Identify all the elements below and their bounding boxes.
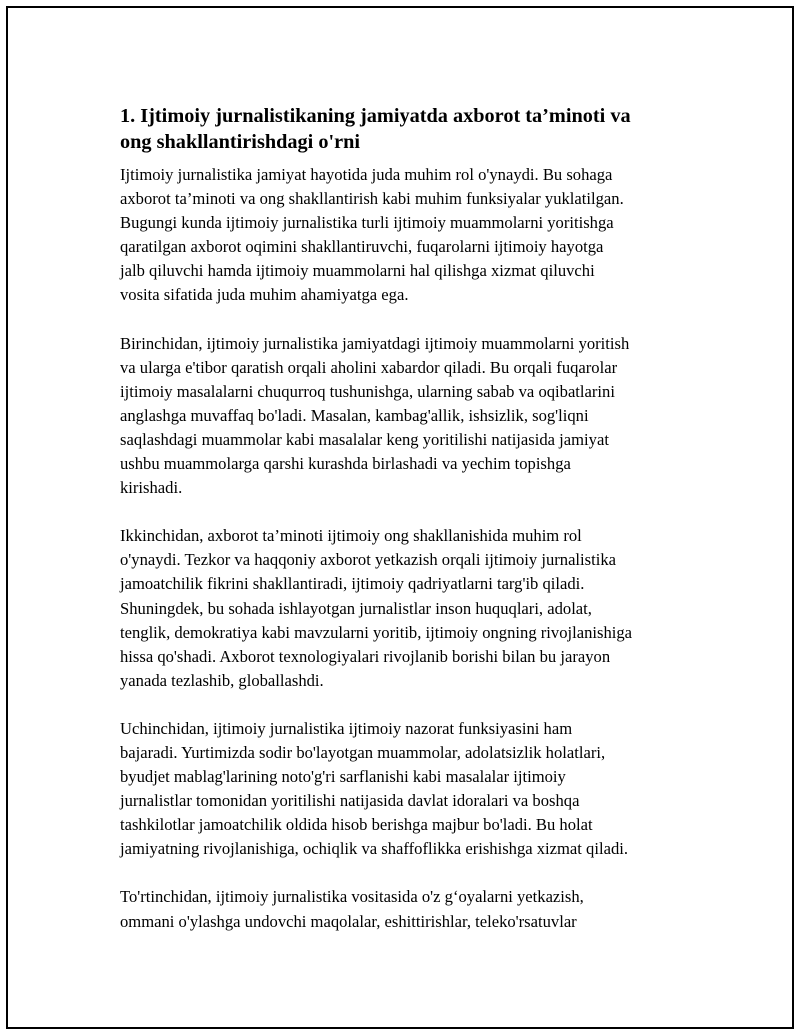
paragraph-line: yanada tezlashib, globallashdi.: [120, 670, 324, 690]
paragraph-line: tenglik, demokratiya kabi mavzularni yoritib, ijtimoiy ongning rivojlanishiga: [120, 622, 633, 642]
paragraph-line: va ularga e'tibor qaratish orqali aholini xabardor qiladi. Bu orqali fuqarolar: [120, 357, 618, 377]
paragraph-line: tashkilotlar jamoatchilik oldida hisob berishga majbur bo'ladi. Bu holat: [120, 815, 593, 835]
paragraph-line: byudjet mablag'larining noto'g'ri sarflanishi kabi masalalar ijtimoiy: [120, 767, 566, 787]
paragraph-line: saqlashdagi muammolar kabi masalalar keng yoritilishi natijasida jamiyat: [120, 429, 609, 449]
paragraph-intro: [120, 163, 700, 308]
paragraph-line: jamoatchilik fikrini shakllantiradi, ijtimoiy qadriyatlarni targ'ib qiladi.: [120, 574, 585, 594]
document-content: [120, 103, 700, 958]
section-title: [120, 103, 700, 155]
paragraph-line: jalb qiluvchi hamda ijtimoiy muammolarni hal qilishga xizmat qiluvchi: [120, 261, 595, 281]
paragraph-line: Ikkinchidan, axborot ta’minoti ijtimoiy ong shakllanishida muhim rol: [120, 526, 582, 546]
paragraph-fourth: [120, 885, 700, 933]
paragraph-line: Ijtimoiy jurnalistika jamiyat hayotida juda muhim rol o'ynaydi. Bu sohaga: [120, 165, 613, 184]
paragraph-line: anglashga muvaffaq bo'ladi. Masalan, kambag'allik, ishsizlik, sog'liqni: [120, 405, 589, 425]
paragraph-third: [120, 717, 700, 862]
page-frame: [6, 6, 794, 1029]
paragraph-line: ushbu muammolarga qarshi kurashda birlashadi va yechim topishga: [120, 454, 571, 474]
paragraph-first: [120, 332, 700, 501]
paragraph-line: jurnalistlar tomonidan yoritilishi natijasida davlat idoralari va boshqa: [120, 791, 580, 811]
paragraph-line: Bugungi kunda ijtimoiy jurnalistika turli ijtimoiy muammolarni yoritishga: [120, 213, 614, 233]
section-title-line: ong shakllantirishdagi o'rni: [120, 131, 361, 153]
paragraph-line: jamiyatning rivojlanishiga, ochiqlik va shaffoflikka erishishga xizmat qiladi.: [120, 839, 628, 859]
paragraph-line: Birinchidan, ijtimoiy jurnalistika jamiyatdagi ijtimoiy muammolarni yoritish: [120, 333, 630, 353]
paragraph-line: To'rtinchidan, ijtimoiy jurnalistika vositasida o'z g‘oyalarni yetkazish,: [120, 887, 584, 907]
paragraph-line: Shuningdek, bu sohada ishlayotgan jurnalistlar inson huquqlari, adolat,: [120, 598, 592, 618]
paragraph-line: bajaradi. Yurtimizda sodir bo'layotgan muammolar, adolatsizlik holatlari,: [120, 742, 606, 762]
paragraph-line: ommani o'ylashga undovchi maqolalar, eshittirishlar, teleko'rsatuvlar: [120, 911, 577, 931]
section-title-line: 1. Ijtimoiy jurnalistikaning jamiyatda axborot ta’minoti va: [120, 105, 631, 127]
paragraph-second: [120, 524, 700, 693]
paragraph-line: axborot ta’minoti va ong shakllantirish kabi muhim funksiyalar yuklatilgan.: [120, 189, 624, 209]
paragraph-line: qaratilgan axborot oqimini shakllantiruvchi, fuqarolarni ijtimoiy hayotga: [120, 237, 604, 257]
paragraph-line: hissa qo'shadi. Axborot texnologiyalari rivojlanib borishi bilan bu jarayon: [120, 646, 611, 666]
paragraph-line: Uchinchidan, ijtimoiy jurnalistika ijtimoiy nazorat funksiyasini ham: [120, 718, 573, 738]
paragraph-line: o'ynaydi. Tezkor va haqqoniy axborot yetkazish orqali ijtimoiy jurnalistika: [120, 550, 616, 570]
paragraph-line: ijtimoiy masalalarni chuqurroq tushunishga, ularning sabab va oqibatlarini: [120, 381, 615, 401]
paragraph-line: kirishadi.: [120, 478, 183, 498]
paragraph-line: vosita sifatida juda muhim ahamiyatga ega.: [120, 285, 409, 305]
